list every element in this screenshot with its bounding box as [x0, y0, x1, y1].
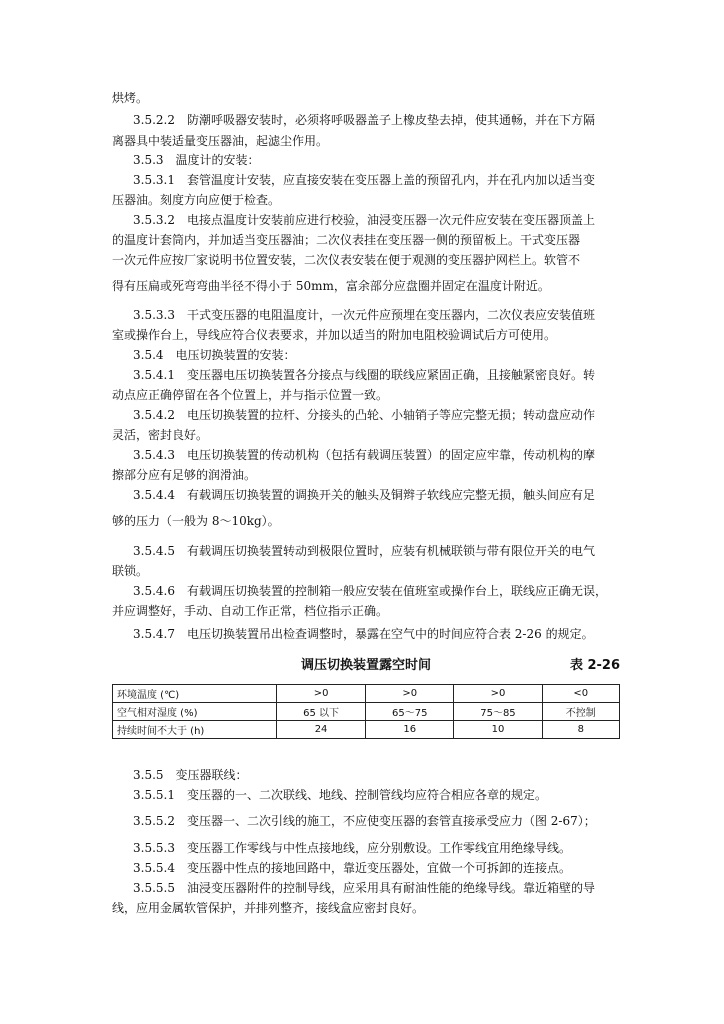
- paragraph-line: 离器具中装适量变压器油，起滤尘作用。: [112, 134, 329, 148]
- paragraph-line: 线，应用金属软管保护，并排列整齐，接线盒应密封良好。: [112, 901, 425, 915]
- paragraph-line: 3.5.4.3 电压切换装置的传动机构（包括有载调压装置）的固定应牢靠，传动机构的摩: [133, 448, 595, 462]
- table-cell: >0: [454, 685, 542, 703]
- table-cell: 65～75: [366, 703, 454, 721]
- paragraph-line: 3.5.5.5 油浸变压器附件的控制导线，应采用具有耐油性能的绝缘导线。靠近箱壁的导: [133, 881, 595, 895]
- table-cell: 持续时间不大于 (h): [113, 721, 277, 739]
- paragraph-line: 的温度计套筒内，并加适当变压器油；二次仪表挂在变压器一侧的预留板上。干式变压器: [112, 233, 581, 247]
- paragraph-line: 3.5.4.5 有载调压切换装置转动到极限位置时，应装有机械联锁与带有限位开关的电气: [133, 544, 595, 558]
- paragraph-line: 3.5.4.4 有载调压切换装置的调换开关的触头及铜辫子软线应完整无损，触头间应有足: [133, 488, 595, 502]
- table-caption: [112, 654, 620, 674]
- paragraph-line: 一次元件应按厂家说明书位置安装，二次仪表安装在便于观测的变压器护网栏上。软管不: [112, 253, 581, 267]
- paragraph-line: 室或操作台上，导线应符合仪表要求，并加以适当的附加电阻校验调试后方可使用。: [112, 328, 557, 342]
- table-cell: >0: [366, 685, 454, 703]
- paragraph-line: 3.5.4.2 电压切换装置的拉杆、分接头的凸轮、小轴销子等应完整无损；转动盘应动作: [133, 408, 595, 422]
- paragraph-line: 3.5.3.1 套管温度计安装，应直接安装在变压器上盖的预留孔内，并在孔内加以适当变: [133, 173, 595, 187]
- section-heading: 3.5.5 变压器联线：: [133, 768, 248, 782]
- paragraph-line: 联锁。: [112, 564, 149, 578]
- table-number: 表 2-26: [569, 658, 620, 673]
- table-cell: 空气相对湿度 (%): [113, 703, 277, 721]
- table-cell: 16: [366, 721, 454, 739]
- paragraph-line: 3.5.2.2 防潮呼吸器安装时，必须将呼吸器盖子上橡皮垫去掉，使其通畅，并在下方隔: [133, 113, 595, 127]
- paragraph-line: 3.5.4.6 有载调压切换装置的控制箱一般应安装在值班室或操作台上，联线应正确无误，: [133, 584, 607, 598]
- table-cell: >0: [277, 685, 366, 703]
- table-cell: 75～85: [454, 703, 542, 721]
- table-cell: 10: [454, 721, 542, 739]
- paragraph-line: 3.5.4.7 电压切换装置吊出检查调整时，暴露在空气中的时间应符合表 2-26 的规定。: [133, 627, 594, 641]
- paragraph-line: 擦部分应有足够的润滑油。: [112, 468, 257, 482]
- paragraph-line: 3.5.3.2 电接点温度计安装前应进行校验，油浸变压器一次元件应安装在变压器顶盖上: [133, 213, 595, 227]
- table-cell: 不控制: [542, 703, 619, 721]
- paragraph-line: 3.5.4.1 变压器电压切换装置各分接点与线圈的联线应紧固正确，且接触紧密良好。转: [133, 368, 595, 382]
- paragraph-line: 够的压力（一般为 8～10kg）。: [112, 514, 280, 528]
- paragraph-line: 动点应正确停留在各个位置上，并与指示位置一致。: [112, 388, 389, 402]
- paragraph-line: 得有压扁或死弯弯曲半径不得小于 50mm，富余部分应盘圈并固定在温度计附近。: [112, 279, 550, 293]
- paragraph-line: 3.5.3.3 干式变压器的电阻温度计，一次元件应预埋在变压器内，二次仪表应安装值班: [133, 308, 595, 322]
- table-cell: 环境温度 (℃): [113, 685, 277, 703]
- paragraph-line: 3.5.5.1 变压器的一、二次联线、地线、控制管线均应符合相应各章的规定。: [133, 788, 547, 802]
- table-row: [113, 721, 620, 739]
- table-cell: 65 以下: [277, 703, 366, 721]
- section-heading: 3.5.4 电压切换装置的安装：: [133, 348, 296, 362]
- exposure-time-table: [112, 684, 620, 739]
- table-row: [113, 703, 620, 721]
- section-heading: 3.5.3 温度计的安装：: [133, 153, 260, 167]
- paragraph-line: 并应调整好，手动、自动工作正常，档位指示正确。: [112, 604, 389, 618]
- paragraph-line: 3.5.5.4 变压器中性点的接地回路中，靠近变压器处，宜做一个可拆卸的连接点。: [133, 861, 571, 875]
- table-row: [113, 685, 620, 703]
- table-cell: 24: [277, 721, 366, 739]
- paragraph-line: 灵活，密封良好。: [112, 428, 209, 442]
- table-cell: <0: [542, 685, 619, 703]
- paragraph-line: 3.5.5.3 变压器工作零线与中性点接地线，应分别敷设。工作零线宜用绝缘导线。: [133, 841, 571, 855]
- paragraph-line: 烘烤。: [112, 91, 149, 105]
- table-cell: 8: [542, 721, 619, 739]
- table-title: 调压切换装置露空时间: [300, 658, 431, 673]
- paragraph-line: 3.5.5.2 变压器一、二次引线的施工，不应使变压器的套管直接承受应力（图 2-67）；: [133, 814, 596, 828]
- paragraph-line: 压器油。刻度方向应便于检查。: [112, 193, 281, 207]
